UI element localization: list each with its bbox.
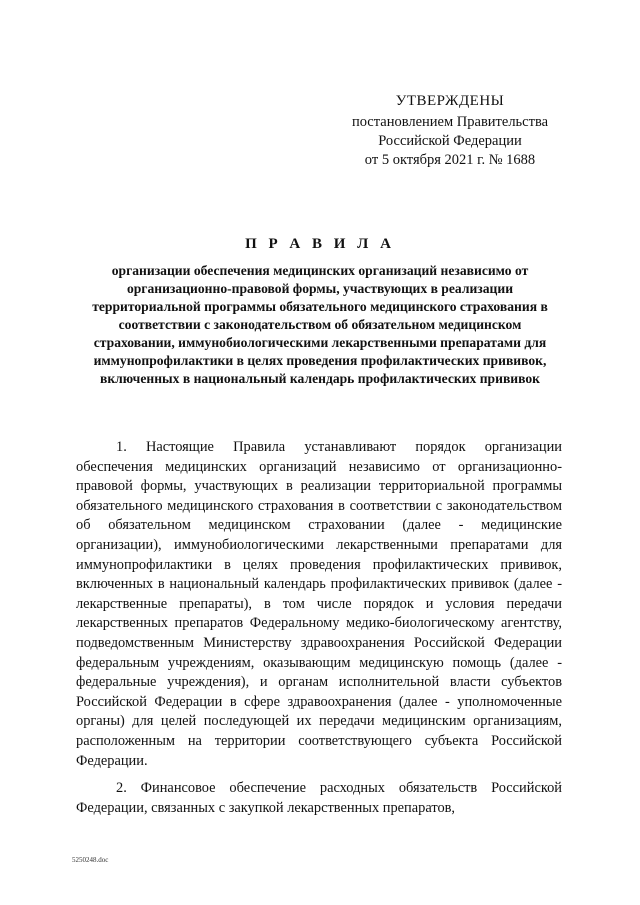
- paragraph-2: 2. Финансовое обеспечение расходных обязательств Российской Федерации, связанных с закупкой лекарственных препаратов,: [76, 780, 562, 816]
- document-subtitle: организации обеспечения медицинских организаций независимо от организационно-правовой формы, участвующих в реализации территориальной программы обязательного медицинского страхования в соответствии с законодательством об обязательном медицинском страховании, иммунобиологическими лекарственными препаратами для иммунопрофилактики в целях проведения профилактических прививок, включенных в национальный календарь профилактических прививок: [92, 263, 548, 386]
- approval-line-3: от 5 октября 2021 г. № 1688: [364, 152, 536, 168]
- approval-line-1: постановлением Правительства: [351, 114, 549, 130]
- file-name-footer: 5250248.doc: [72, 856, 109, 864]
- paragraph-1: 1. Настоящие Правила устанавливают порядок организации обеспечения медицинских организаций независимо от организационно-правовой формы, участвующих в реализации территориальной программы обязательного медицинского страхования в соответствии с законодательством об обязательном медицинском страховании (далее - медицинские организации), иммунобиологическими лекарственными препаратами для иммунопрофилактики в целях проведения профилактических прививок, включенных в национальный календарь профилактических прививок (далее - лекарственные препараты), в том числе порядок и условия передачи лекарственных препаратов Федеральному медико-биологическому агентству, подведомственным Министерству здравоохранения Российской Федерации федеральным учреждениям, оказывающим медицинскую помощь (далее - федеральные учреждения), и органам исполнительной власти субъектов Российской Федерации в сфере здравоохранения (далее - уполномоченные органы) для целей последующей их передачи медицинским организациям, расположенным на территории соответствующего субъекта Российской Федерации.: [76, 439, 562, 769]
- approval-line-2: Российской Федерации: [378, 133, 522, 149]
- document-heading: П Р А В И Л А: [245, 236, 395, 252]
- approval-block: [330, 92, 570, 170]
- document-body: [76, 438, 562, 826]
- approval-title: УТВЕРЖДЕНЫ: [395, 93, 505, 109]
